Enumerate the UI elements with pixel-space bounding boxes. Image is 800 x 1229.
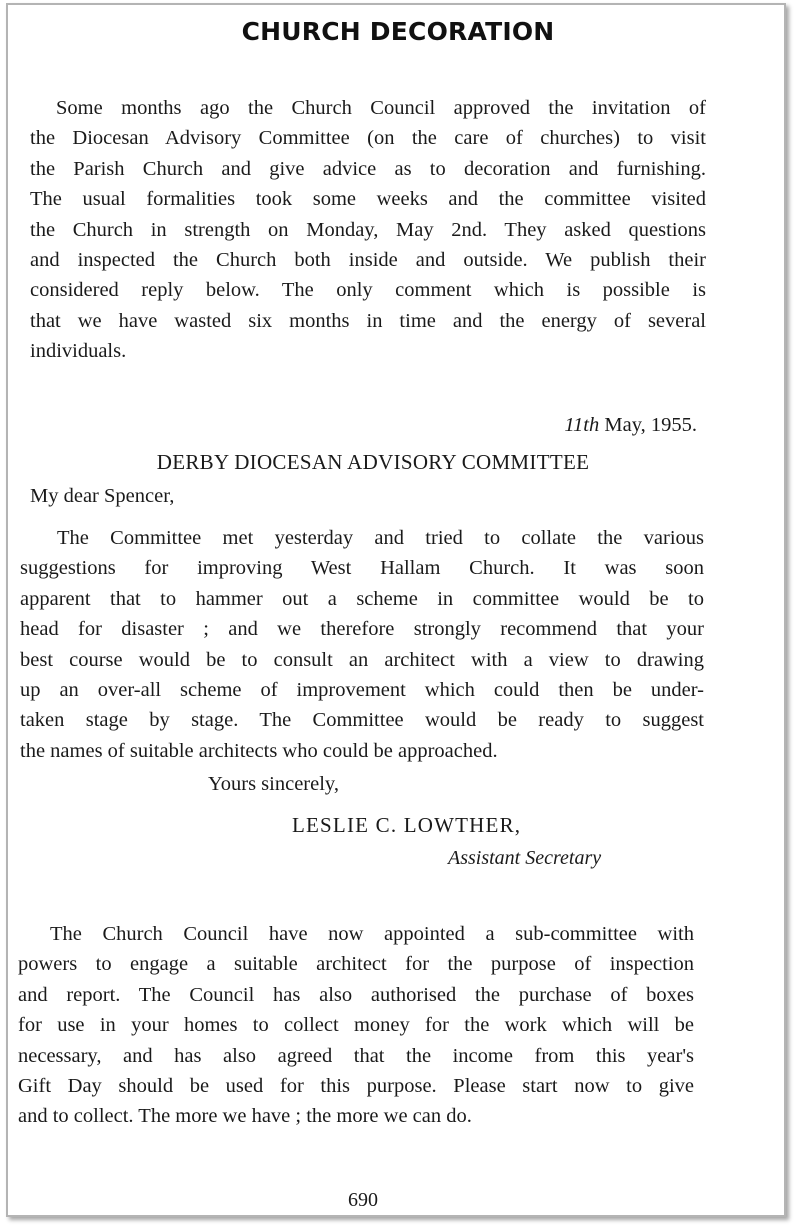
final-paragraph [18, 919, 694, 1132]
letter-paragraph [20, 523, 704, 766]
committee-heading: DERBY DIOCESAN ADVISORY COMMITTEE [156, 450, 590, 474]
letter-date [564, 414, 697, 437]
text-line: the Parish Church and give advice as to decoration and furnishing. [30, 157, 706, 180]
page-number: 690 [348, 1189, 378, 1211]
text-line: and report. The Council has also authorised the purchase of boxes [18, 983, 694, 1006]
intro-paragraph [30, 93, 706, 367]
text-line: that we have wasted six months in time and the energy of several [30, 309, 706, 332]
text-line: The Committee met yesterday and tried to collate the various [57, 527, 704, 549]
text-line: individuals. [30, 340, 127, 363]
text-line: powers to engage a suitable architect for the purpose of inspection [18, 953, 694, 976]
text-line: necessary, and has also agreed that the income from this year's [18, 1044, 694, 1067]
text-line: The usual formalities took some weeks and the committee visited [30, 188, 706, 211]
text-line: best course would be to consult an architect with a view to drawing [20, 648, 704, 671]
text-line: the Diocesan Advisory Committee (on the care of churches) to visit [30, 127, 706, 150]
page-title: CHURCH DECORATION [241, 17, 555, 46]
text-line: Gift Day should be used for this purpose. Please start now to give [18, 1075, 694, 1098]
text-line: suggestions for improving West Hallam Church. It was soon [20, 557, 704, 580]
page [6, 3, 786, 1217]
date-day: 11th [564, 414, 600, 436]
text-line: head for disaster ; and we therefore strongly recommend that your [20, 618, 704, 641]
text-line: up an over-all scheme of improvement which could then be under- [20, 679, 704, 702]
text-line: considered reply below. The only comment which is possible is [30, 279, 706, 302]
text-line: Some months ago the Church Council approved the invitation of [56, 97, 706, 119]
text-line: the Church in strength on Monday, May 2nd. They asked questions [30, 218, 706, 241]
text-line: apparent that to hammer out a scheme in committee would be to [20, 587, 704, 610]
text-line: and to collect. The more we have ; the more we can do. [18, 1105, 472, 1128]
text-line: taken stage by stage. The Committee would be ready to suggest [20, 709, 704, 732]
signer-title: Assistant Secretary [448, 847, 602, 869]
text-line: and inspected the Church both inside and outside. We publish their [30, 249, 706, 272]
closing: Yours sincerely, [208, 773, 339, 795]
text-line: the names of suitable architects who could be approached. [20, 739, 498, 762]
date-rest: May, 1955. [599, 414, 697, 436]
text-line: for use in your homes to collect money for the work which will be [18, 1014, 694, 1037]
signer-name: LESLIE C. LOWTHER, [292, 813, 522, 837]
salutation: My dear Spencer, [30, 485, 175, 507]
text-line: The Church Council have now appointed a sub-committee with [50, 923, 694, 945]
